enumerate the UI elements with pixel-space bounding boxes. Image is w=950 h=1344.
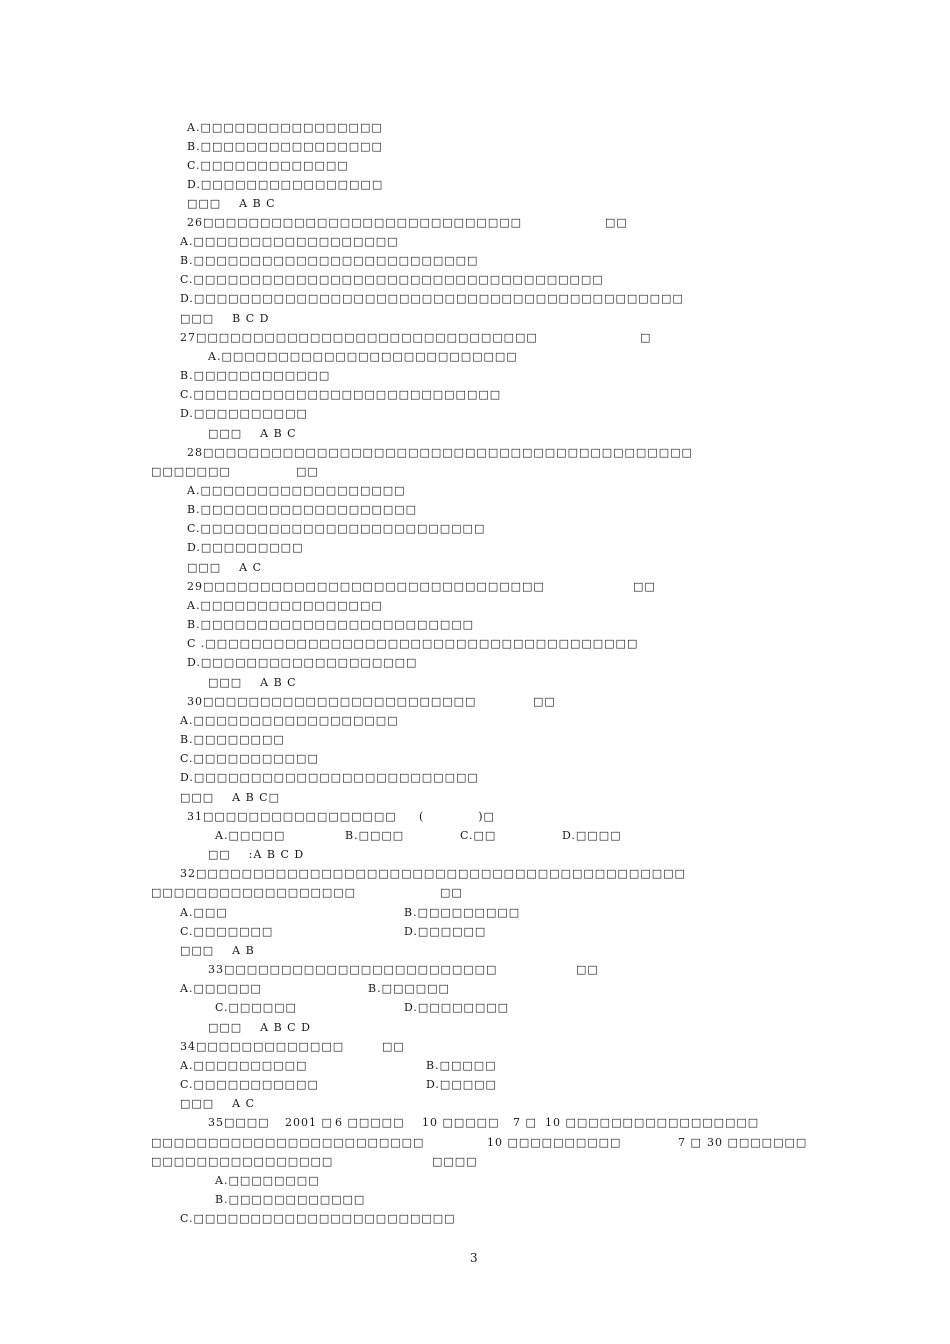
option-line: C.□□□□□□□□□□□□□□□□□□□□□□□□□□□ <box>180 388 502 401</box>
answer-line: □□□ A C <box>180 1097 256 1110</box>
question-line: 30□□□□□□□□□□□□□□□□□□□□□□□□ <box>187 695 477 708</box>
option-line: B.□□□□□□□□□□□□ <box>215 1193 366 1206</box>
option-line: A.□□□□□□ <box>180 982 262 995</box>
question-blank: □□ <box>382 1040 405 1053</box>
answer-line: □□□ A C <box>187 561 263 574</box>
question-fragment: 2001 □ <box>285 1116 333 1129</box>
question-line: □□□□□□□□□□□□□□□□□□ <box>151 886 357 899</box>
question-blank: □ <box>640 331 652 344</box>
option-line: C.□□□□□□□□□□□ <box>180 1078 319 1091</box>
option-line: D.□□□□□□□□ <box>404 1001 510 1014</box>
option-line: C.□□□□□□□□□□□□□□□□□□□□□□□□□ <box>187 522 486 535</box>
question-line: 26□□□□□□□□□□□□□□□□□□□□□□□□□□□□ <box>187 216 523 229</box>
option-line: D.□□□□□□□□□□ <box>180 407 308 420</box>
option-line: D.□□□□□□□□□□□□□□□□□□□□□□□□□□□□□□□□□□□□□□□□□□□ <box>180 292 684 305</box>
option-line: B.□□□□□□□□□□□□□□□□□□□□□□□□ <box>187 618 475 631</box>
answer-line: □□□ A B C <box>187 197 276 210</box>
question-line: 28□□□□□□□□□□□□□□□□□□□□□□□□□□□□□□□□□□□□□□□□□□□ <box>187 446 693 459</box>
question-blank: □□ <box>605 216 628 229</box>
question-fragment: 7 □ <box>513 1116 537 1129</box>
question-line: 29□□□□□□□□□□□□□□□□□□□□□□□□□□□□□□ <box>187 580 545 593</box>
option-line: D.□□□□□□□□□□□□□□□□□□□□□□□□□ <box>180 771 479 784</box>
option-line: C.□□□□□□□□□□□□□ <box>187 159 349 172</box>
option-line: D.□□□□ <box>562 829 622 842</box>
option-line: D.□□□□□ <box>426 1078 497 1091</box>
option-line: C.□□□□□□□ <box>180 925 274 938</box>
question-blank: □□ <box>633 580 656 593</box>
option-line: A.□□□□□□□□ <box>215 1174 320 1187</box>
option-line: D.□□□□□□ <box>404 925 487 938</box>
option-line: A.□□□□□□□□□□□□□□□□□□ <box>187 484 406 497</box>
option-line: A.□□□□□□□□□□□□□□□□ <box>187 121 383 134</box>
option-line: A.□□□□□□□□□□□□□□□□ <box>187 599 383 612</box>
option-line: D.□□□□□□□□□ <box>187 541 304 554</box>
answer-line: □□□ A B C□ <box>180 791 280 804</box>
option-line: B.□□□□□□□□□□□□□□□□□□□□□□□□□ <box>180 254 479 267</box>
option-line: B.□□□□□□□□□□□□□□□□ <box>187 140 383 153</box>
question-fragment: 6 □□□□□ <box>335 1116 405 1129</box>
question-line: 33□□□□□□□□□□□□□□□□□□□□□□□□ <box>208 963 498 976</box>
option-line: A.□□□□□□□□□□□□□□□□□□□□□□□□□□ <box>208 350 518 363</box>
question-fragment: 10 □□□□□□□□□□□□□□□□□ <box>545 1116 760 1129</box>
question-line: 32□□□□□□□□□□□□□□□□□□□□□□□□□□□□□□□□□□□□□□□□□□□ <box>180 867 686 880</box>
question-line: 34□□□□□□□□□□□□□ <box>180 1040 345 1053</box>
option-line: B.□□□□ <box>345 829 405 842</box>
option-line: C.□□□□□□□□□□□□□□□□□□□□□□□ <box>180 1212 456 1225</box>
question-line: 35□□□□ <box>208 1116 270 1129</box>
option-line: C.□□□□□□□□□□□□□□□□□□□□□□□□□□□□□□□□□□□□ <box>180 273 604 286</box>
answer-line: □□ :A B C D <box>208 848 305 861</box>
question-blank: □□ <box>440 886 463 899</box>
option-line: A.□□□□□□□□□□ <box>180 1059 308 1072</box>
page-number: 3 <box>470 1251 478 1265</box>
answer-line: □□□ B C D <box>180 312 270 325</box>
question-blank: ( )□ <box>419 810 495 823</box>
option-line: A.□□□□□ <box>215 829 286 842</box>
question-line: □□□□□□□□□□□□□□□□□□□□□□□□ <box>151 1136 425 1149</box>
question-fragment: 7 □ <box>678 1136 702 1149</box>
option-line: C.□□□□□□□□□□□ <box>180 752 319 765</box>
question-blank: □□□□ <box>432 1155 478 1168</box>
option-line: D.□□□□□□□□□□□□□□□□ <box>187 178 384 191</box>
question-line: □□□□□□□□□□□□□□□□ <box>151 1155 334 1168</box>
question-line: 31□□□□□□□□□□□□□□□□□ <box>187 810 397 823</box>
option-line: A.□□□□□□□□□□□□□□□□□□ <box>180 714 399 727</box>
option-line: C.□□ <box>460 829 497 842</box>
question-blank: □□ <box>533 695 556 708</box>
answer-line: □□□ A B C <box>208 427 297 440</box>
question-fragment: 30 □□□□□□□ <box>707 1136 808 1149</box>
option-line: B.□□□□□□□□□□□□□□□□□□□ <box>187 503 418 516</box>
option-line: B.□□□□□□ <box>368 982 450 995</box>
option-line: A.□□□□□□□□□□□□□□□□□□ <box>180 235 399 248</box>
question-line: 27□□□□□□□□□□□□□□□□□□□□□□□□□□□□□□ <box>180 331 538 344</box>
answer-line: □□□ A B C <box>208 676 297 689</box>
option-line: C.□□□□□□ <box>215 1001 297 1014</box>
option-line: C .□□□□□□□□□□□□□□□□□□□□□□□□□□□□□□□□□□□□□□ <box>187 637 639 650</box>
question-line: □□□□□□□ <box>151 465 231 478</box>
option-line: B.□□□□□□□□□□□□ <box>180 369 331 382</box>
question-blank: □□ <box>576 963 599 976</box>
option-line: B.□□□□□□□□ <box>180 733 285 746</box>
option-line: B.□□□□□ <box>426 1059 497 1072</box>
option-line: B.□□□□□□□□□ <box>404 906 521 919</box>
question-fragment: 10 □□□□□□□□□□ <box>487 1136 622 1149</box>
question-blank: □□ <box>296 465 319 478</box>
answer-line: □□□ A B <box>180 944 255 957</box>
answer-line: □□□ A B C D <box>208 1021 311 1034</box>
question-fragment: 10 □□□□□ <box>422 1116 500 1129</box>
option-line: D.□□□□□□□□□□□□□□□□□□□ <box>187 656 418 669</box>
option-line: A.□□□ <box>180 906 228 919</box>
